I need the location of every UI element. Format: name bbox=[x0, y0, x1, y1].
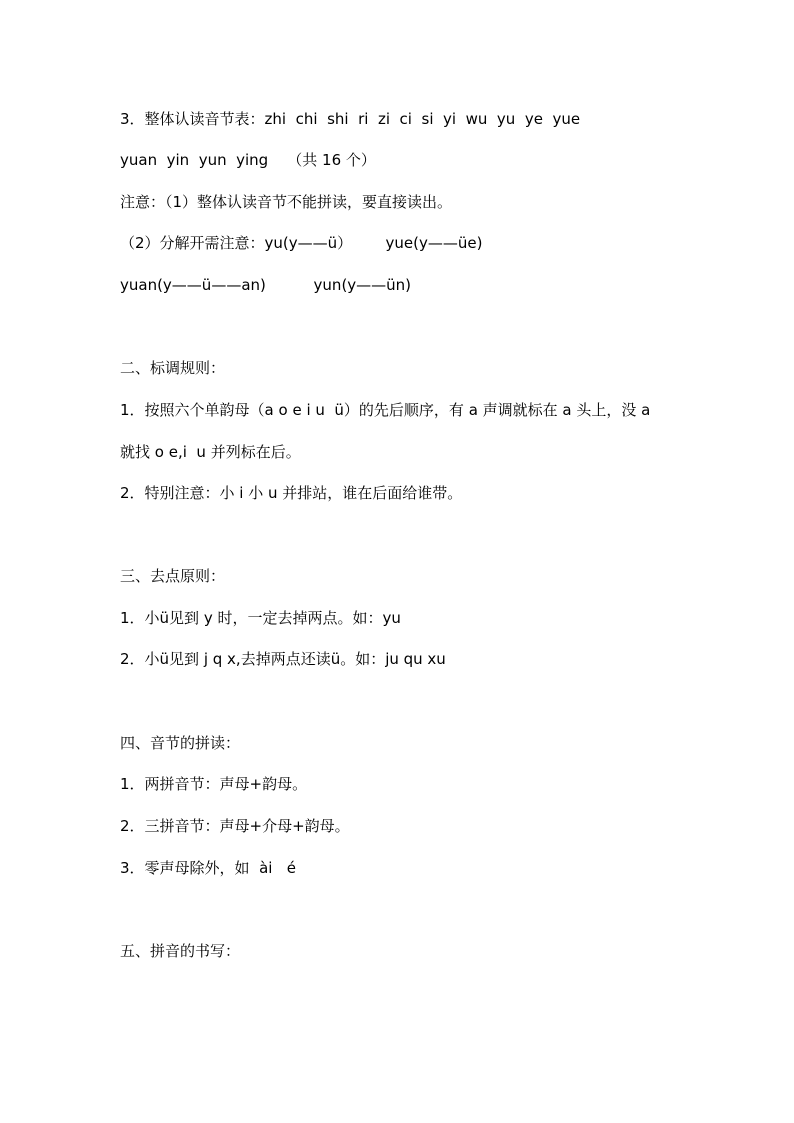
dot-rule-1: 1．小ü见到 y 时，一定去掉两点。如：yu bbox=[120, 609, 401, 627]
tone-rule-2: 2．特别注意：小 i 小 u 并排站，谁在后面给谁带。 bbox=[120, 484, 463, 502]
whole-syllable-list-continued: yuan yin yun ying （共 16 个） bbox=[120, 151, 376, 169]
section-heading-dot-removal: 三、去点原则： bbox=[120, 567, 226, 585]
dot-rule-2: 2．小ü见到 j q x,去掉两点还读ü。如：ju qu xu bbox=[120, 650, 446, 668]
spelling-rule-3: 3．零声母除外，如 ài é bbox=[120, 859, 296, 877]
section-heading-tone-rules: 二、标调规则： bbox=[120, 359, 226, 377]
tone-rule-1: 1．按照六个单韵母（a o e i u ü）的先后顺序，有 a 声调就标在 a 头上，没 a bbox=[120, 401, 651, 419]
spelling-rule-2: 2．三拼音节：声母+介母+韵母。 bbox=[120, 817, 350, 835]
note-1: 注意：（1）整体认读音节不能拼读，要直接读出。 bbox=[120, 193, 453, 211]
note-3: yuan(y——ü——an) yun(y——ün) bbox=[120, 276, 412, 294]
whole-syllable-list: 3．整体认读音节表：zhi chi shi ri zi ci si yi wu yu ye yue bbox=[120, 110, 581, 128]
spelling-rule-1: 1．两拼音节：声母+韵母。 bbox=[120, 775, 308, 793]
section-heading-pinyin-writing: 五、拼音的书写： bbox=[120, 942, 241, 960]
note-2: （2）分解开需注意：yu(y——ü） yue(y——üe) bbox=[120, 234, 483, 252]
tone-rule-1-continued: 就找 o e,i u 并列标在后。 bbox=[120, 443, 301, 461]
section-heading-syllable-spelling: 四、音节的拼读： bbox=[120, 734, 241, 752]
